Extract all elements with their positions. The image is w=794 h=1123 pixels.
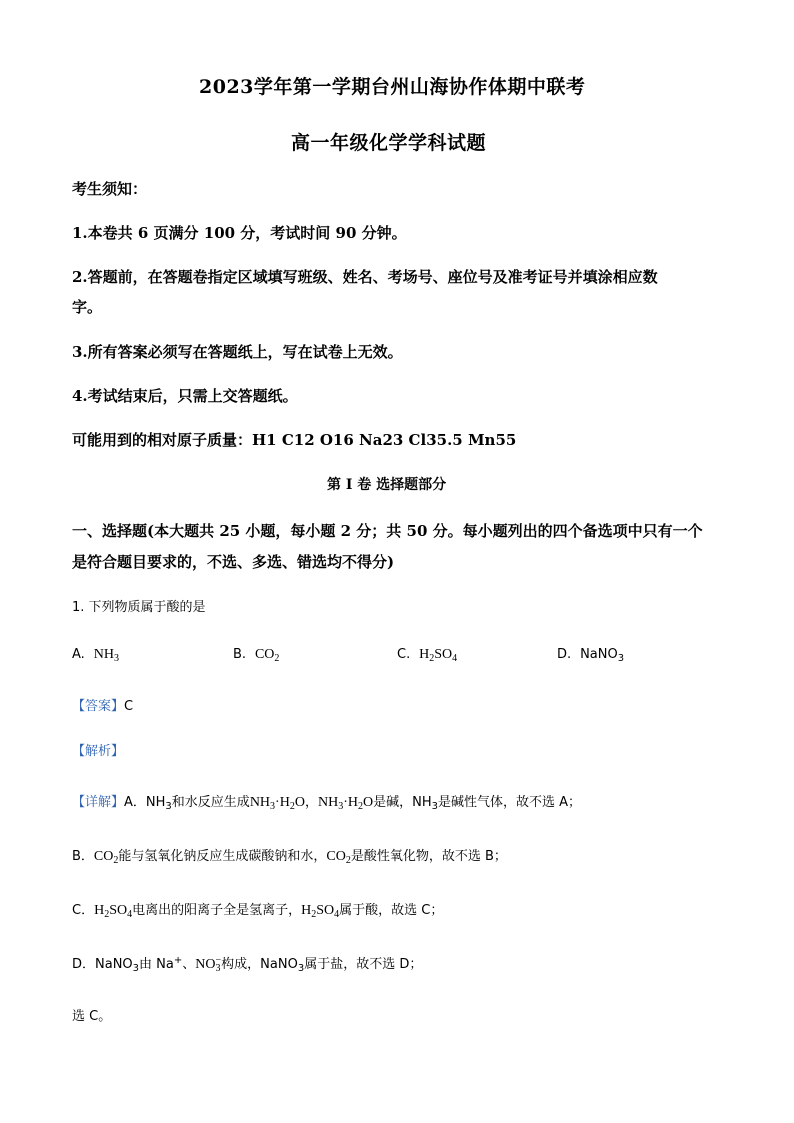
- notice-item-2-line-1: 2.答题前，在答题卷指定区域填写班级、姓名、考场号、座位号及准考证号并填涂相应数: [72, 268, 658, 286]
- option-d: [557, 646, 624, 662]
- option-a-formula: $NH_3$: [93, 647, 119, 664]
- detail-line-b: B．$CO_2$能与氢氧化钠反应生成碳酸钠和水，$CO_2$是酸性氧化物，故不选 B；: [72, 849, 507, 866]
- option-a-label: A.: [72, 647, 85, 662]
- section-intro-line-1: 一、选择题(本大题共 25 小题，每小题 2 分；共 50 分。每小题列出的四个备选项中只有一个: [72, 522, 703, 540]
- option-d-label: D.: [557, 647, 572, 662]
- notice-item-4: 4.考试结束后，只需上交答题纸。: [72, 387, 298, 405]
- answer-tag: 【答案】: [72, 699, 125, 714]
- detail-line-d: D．NaNO$_3$由 Na+、$NO_3^-$构成，NaNO$_3$属于盐，故不选 D；: [72, 955, 423, 974]
- section-title: 第 I 卷 选择题部分: [327, 477, 447, 493]
- notice-item-3: 3.所有答案必须写在答题纸上，写在试卷上无效。: [72, 343, 403, 361]
- detail-tag: 【详解】: [72, 795, 125, 810]
- atomic-masses: 可能用到的相对原子质量：H1 C12 O16 Na23 Cl35.5 Mn55: [72, 431, 517, 449]
- answer-value: C: [124, 699, 134, 714]
- detail-conclusion: 选 C。: [72, 1009, 112, 1024]
- exam-title: 2023学年第一学期台州山海协作体期中联考: [199, 76, 586, 98]
- notice-item-1: 1.本卷共 6 页满分 100 分，考试时间 90 分钟。: [72, 224, 407, 242]
- notice-item-2-line-2: 字。: [72, 298, 103, 316]
- option-a: [72, 646, 119, 663]
- option-c-formula: $H_2SO_4$: [419, 647, 458, 664]
- detail-line-a: 【详解】A．$NH_3$和水反应生成$NH_3\cdot H_2O$，$NH_3\cdot H_2O$是碱，$NH_3$是碱性气体，故不选 A；: [72, 795, 582, 812]
- analysis-tag: 【解析】: [72, 744, 125, 759]
- option-b: [233, 646, 279, 663]
- notice-heading: 考生须知：: [72, 180, 148, 198]
- answer-line: [72, 695, 133, 714]
- question-1-stem: 1. 下列物质属于酸的是: [72, 600, 206, 615]
- option-b-label: B.: [233, 647, 247, 662]
- option-c: [397, 646, 457, 663]
- section-intro-line-2: 是符合题目要求的，不选、多选、错选均不得分): [72, 553, 395, 571]
- option-c-label: C.: [397, 647, 411, 662]
- detail-line-c: C．$H_2SO_4$电离出的阳离子全是氢离子，$H_2SO_4$属于酸，故选 C；: [72, 903, 444, 920]
- exam-subtitle: 高一年级化学学科试题: [291, 132, 487, 154]
- option-d-formula: NaNO$_3$: [580, 647, 625, 664]
- option-b-formula: $CO_2$: [254, 647, 280, 664]
